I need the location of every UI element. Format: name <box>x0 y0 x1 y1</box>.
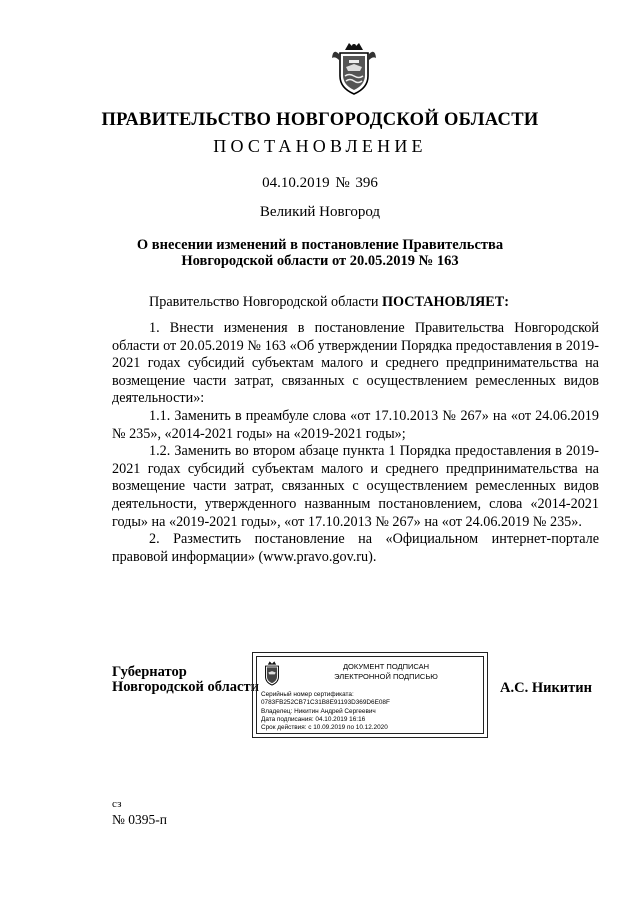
paragraph: 2. Разместить постановление на «Официальном интернет-портале правовой информации» (www.pravo.gov.ru). <box>112 531 599 565</box>
decree-keyword: ПОСТАНОВЛЯЕТ: <box>381 294 509 310</box>
coat-of-arms-icon <box>261 660 283 686</box>
stamp-title-line: ЭЛЕКТРОННОЙ ПОДПИСЬЮ <box>334 672 438 681</box>
stamp-validity: Срок действия: с 10.09.2019 по 10.12.2020 <box>261 724 388 732</box>
executor-initials: сз <box>112 798 122 810</box>
stamp-details <box>261 691 390 732</box>
paragraph: 1.2. Заменить во втором абзаце пункта 1 Порядка предоставления в 2019-2021 годах субсидий субъектам малого и среднего предпринимательства на возмещение части затрат, связанных с осуществлением ремесленных видов деятельности, утвержденного названным постановлением, слова «2014-2021 годы» на «2019-2021 годы», «от 17.10.2013 № 267» на «от 24.06.2019 № 235». <box>112 443 599 530</box>
subject-line: О внесении изменений в постановление Правительства <box>136 237 504 253</box>
coat-of-arms-icon <box>331 40 377 96</box>
document-code: № 0395-п <box>112 812 167 827</box>
document-date-number: 04.10.2019 № 396 <box>262 175 378 191</box>
stamp-serial-label: Серийный номер сертификата: <box>261 691 354 698</box>
stamp-frame <box>256 656 484 734</box>
stamp-title-line: ДОКУМЕНТ ПОДПИСАН <box>342 662 430 671</box>
document-body <box>112 320 599 566</box>
electronic-signature-stamp <box>252 652 488 738</box>
paragraph: 1.1. Заменить в преамбуле слова «от 17.10.2013 № 267» на «от 24.06.2019 № 235», «2014-2021 годы» на «2019-2021 годы»; <box>112 407 599 442</box>
decree-line <box>112 294 599 312</box>
government-title: ПРАВИТЕЛЬСТВО НОВГОРОДСКОЙ ОБЛАСТИ <box>101 110 539 130</box>
signer-position-line: Губернатор <box>112 664 187 680</box>
document-city: Великий Новгород <box>259 204 381 220</box>
signer-position <box>112 665 259 695</box>
document-subject <box>0 237 640 269</box>
subject-line: Новгородской области от 20.05.2019 № 163 <box>181 253 459 269</box>
stamp-serial: 0783FB252CB71C31B8E91193D369D6E08F <box>261 699 390 707</box>
signer-name: А.С. Никитин <box>500 680 592 696</box>
stamp-owner: Владелец: Никитин Андрей Сергеевич <box>261 707 376 715</box>
stamp-title <box>291 662 481 682</box>
document-footer <box>112 796 167 828</box>
stamp-signed-date: Дата подписания: 04.10.2019 16:16 <box>261 715 366 723</box>
document-type: ПОСТАНОВЛЕНИЕ <box>213 136 427 156</box>
paragraph: 1. Внести изменения в постановление Правительства Новгородской области от 20.05.2019 № 163 «Об утверждении Порядка предоставления в 2019-2021 годах субсидий субъектам малого и среднего предпринимательства на возмещение части затрат, связанных с осуществлением ремесленных видов деятельности»: <box>112 320 599 407</box>
decree-prefix: Правительство Новгородской области <box>149 294 382 310</box>
signer-position-line: Новгородской области <box>112 679 259 695</box>
